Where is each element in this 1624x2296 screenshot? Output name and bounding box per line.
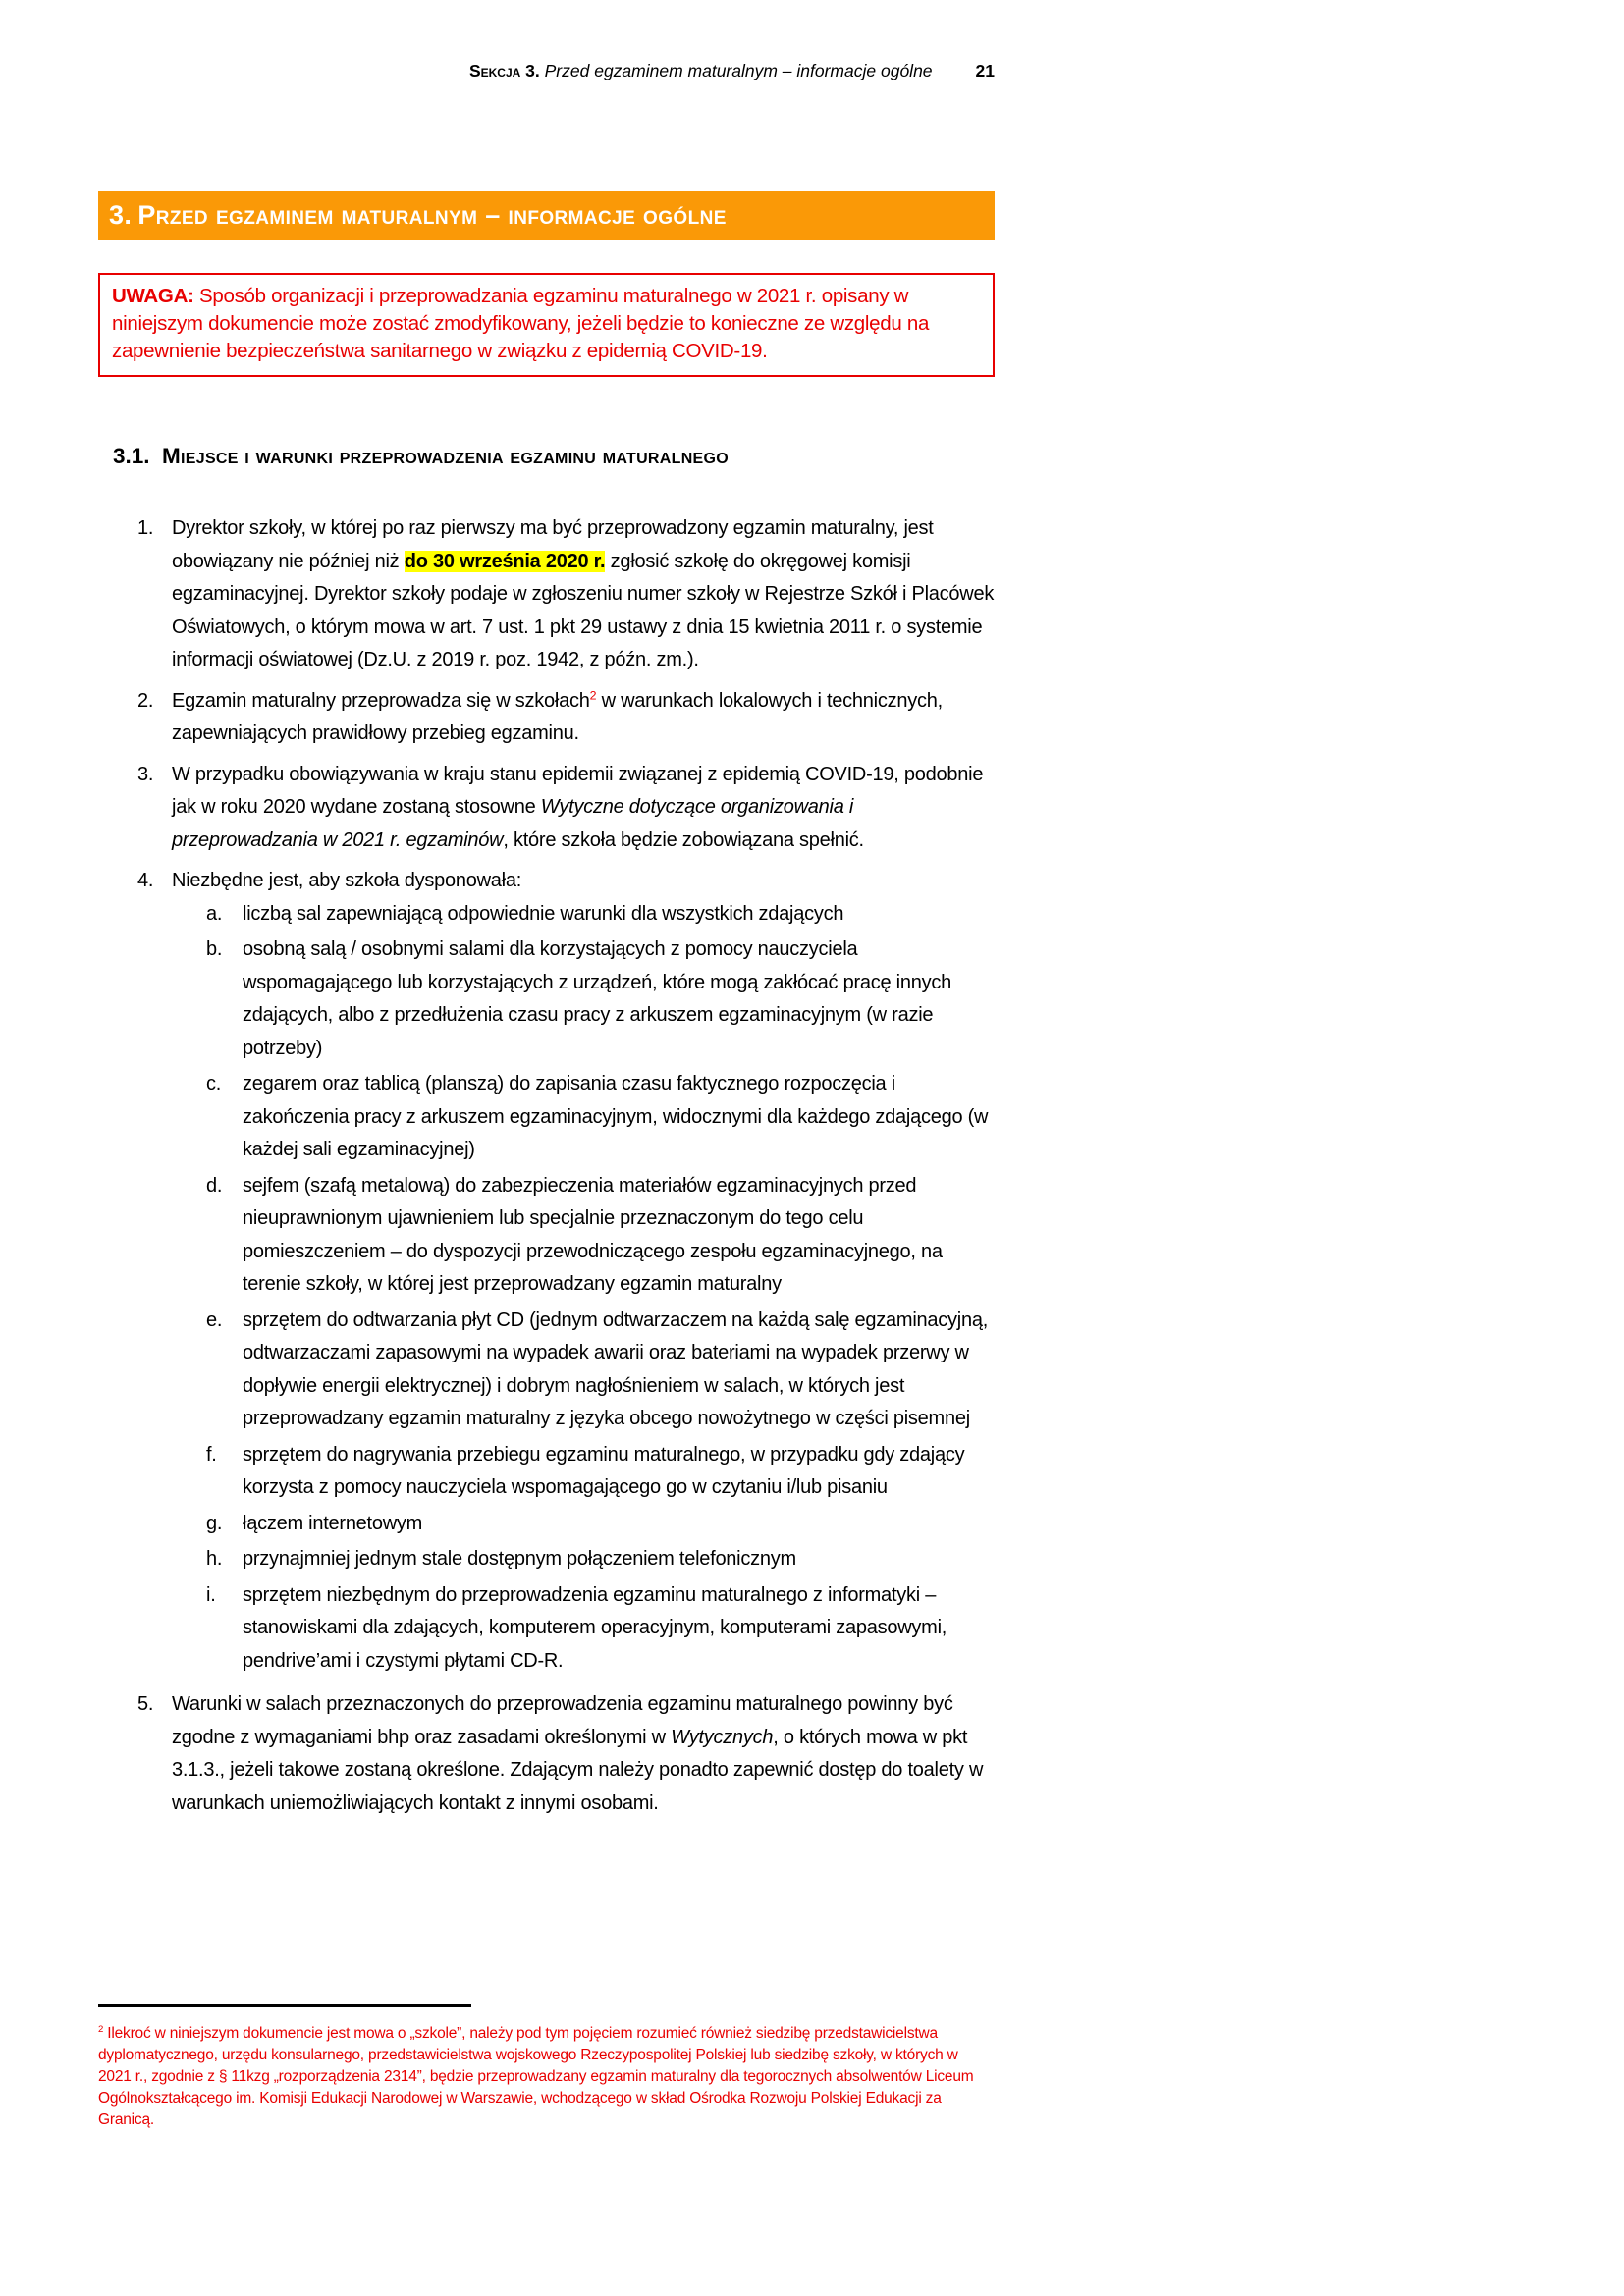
chapter-title: Przed egzaminem maturalnym – informacje ogólne — [137, 200, 727, 230]
list-item-text: Warunki w salach przeznaczonych do przeprowadzenia egzaminu maturalnego powinny być zgodne z wymaganiami bhp oraz zasadami określonymi w Wytycznych, o których mowa w pkt 3.1.3., jeżeli takowe zostaną określone. Zdającym należy ponadto zapewnić dostęp do toalety w warunkach uniemożliwiających kontakt z innymi osobami. — [172, 1693, 984, 1814]
sub-item-text: sprzętem do nagrywania przebiegu egzaminu maturalnego, w przypadku gdy zdający korzysta z pomocy nauczyciela wspomagającego go w czytaniu i/lub pisaniu — [243, 1443, 965, 1498]
chapter-number: 3. — [109, 200, 133, 230]
sub-item-letter: d. — [206, 1174, 223, 1197]
list-item-number: 1. — [137, 517, 154, 539]
list-item-number: 4. — [137, 870, 154, 891]
sub-item-letter: b. — [206, 938, 223, 960]
list-item — [98, 759, 995, 858]
chapter-title-bar — [98, 191, 995, 240]
list-item — [98, 865, 995, 1681]
list-item-number: 3. — [137, 763, 154, 785]
list-item — [98, 512, 995, 677]
sub-item-letter: f. — [206, 1443, 217, 1466]
italic-guidelines-ref: Wytycznych — [671, 1726, 774, 1748]
sub-item-text: liczbą sal zapewniającą odpowiednie warunki dla wszystkich zdających — [243, 902, 844, 925]
header-section-label: Sekcja 3. — [468, 61, 540, 80]
covid-notice-box — [98, 273, 995, 377]
footnote-marker: 2 — [98, 2023, 104, 2035]
list-item — [98, 1688, 995, 1820]
sub-item-text: osobną salą / osobnymi salami dla korzystających z pomocy nauczyciela wspomagającego lub korzystających z urządzeń, które mogą zakłócać pracę innych zdających, albo z przedłużenia czasu pracy z arkuszem egzaminacyjnym (w razie potrzeby) — [243, 938, 951, 1059]
list-item — [98, 685, 995, 751]
sub-item-letter: h. — [206, 1548, 223, 1570]
sub-list-item — [172, 1305, 995, 1436]
list-item-number: 5. — [137, 1693, 154, 1715]
sub-item-text: zegarem oraz tablicą (planszą) do zapisania czasu faktycznego rozpoczęcia i zakończenia pracy z arkuszem egzaminacyjnym, widocznymi dla każdego zdającego (w każdej sali egzaminacyjnej) — [243, 1073, 989, 1160]
section-title: Miejsce i warunki przeprowadzenia egzaminu maturalnego — [162, 444, 730, 468]
main-list — [98, 512, 995, 1820]
sub-list — [172, 898, 995, 1679]
page-content — [98, 0, 995, 1828]
footnote-text: $^2$ Ilekroć w niniejszym dokumencie jest mowa o „szkole”, należy pod tym pojęciem rozumieć również siedzibę przedstawicielstwa dyplomatycznego, urzędu konsularnego, przedstawicielstwa wojskowego Rzeczypospolitej Polskiej lub siedzibę szkoły, w których w 2021 r., zgodnie z § 11kzg „rozporządzenia 2314”, będzie przeprowadzany egzamin maturalny dla tegorocznych absolwentów Liceum Ogólnokształcącego im. Komisji Edukacji Narodowej w Warszawie, wchodzącego w skład Ośrodka Rozwoju Polskiej Edukacji za Granicą. — [98, 2023, 974, 2128]
list-item-number: 2. — [137, 689, 154, 712]
sub-list-item — [172, 1579, 995, 1679]
sub-item-letter: i. — [206, 1583, 216, 1606]
sub-item-text: sejfem (szafą metalową) do zabezpieczenia materiałów egzaminacyjnych przed nieuprawnionym ujawnieniem lub specjalnie przeznaczonym do tego celu pomieszczeniem – do dyspozycji przewodniczącego zespołu egzaminacyjnego, na terenie szkoły, w której jest przeprowadzany egzamin maturalny — [243, 1174, 943, 1295]
sub-item-text: przynajmniej jednym stale dostępnym połączeniem telefonicznym — [243, 1548, 796, 1570]
footnote-separator-rule — [98, 2004, 471, 2007]
footnote — [98, 2004, 995, 2131]
sub-item-letter: e. — [206, 1308, 223, 1331]
list-item-text: W przypadku obowiązywania w kraju stanu epidemii związanej z epidemią COVID-19, podobnie jak w roku 2020 wydane zostaną stosowne Wytyczne dotyczące organizowania i przeprowadzania w 2021 r. egzaminów, które szkoła będzie zobowiązana spełnić. — [172, 763, 984, 851]
list-item-intro: Niezbędne jest, aby szkoła dysponowała: — [172, 870, 522, 891]
list-item-text — [172, 865, 995, 1681]
italic-guidelines-title: Wytyczne dotyczące organizowania i przeprowadzania w 2021 r. egzaminów — [172, 796, 854, 851]
sub-list-item — [172, 1508, 995, 1541]
sub-list-item — [172, 1170, 995, 1302]
header-section-title: Przed egzaminem maturalnym – informacje ogólne — [539, 61, 933, 80]
sub-item-letter: c. — [206, 1073, 222, 1095]
section-number: 3.1. — [113, 444, 150, 468]
list-item-text: Egzamin maturalny przeprowadza się w szkołach$^2$ w warunkach lokalowych i technicznych, zapewniających prawidłowy przebieg egzaminu. — [172, 687, 943, 744]
sub-item-text: łączem internetowym — [243, 1512, 423, 1534]
sub-item-text: sprzętem niezbędnym do przeprowadzenia egzaminu maturalnego z informatyki – stanowiskami dla zdających, komputerem operacyjnym, komputerami zapasowymi, pendrive’ami i czystymi płytami CD-R. — [243, 1583, 947, 1672]
notice-label: UWAGA: — [112, 285, 194, 307]
sub-list-item — [172, 1068, 995, 1167]
sub-list-item — [172, 934, 995, 1065]
footnote-ref: 2 — [589, 687, 597, 702]
sub-list-item — [172, 1543, 995, 1576]
section-heading — [98, 444, 995, 469]
sub-list-item — [172, 1439, 995, 1505]
sub-item-letter: a. — [206, 902, 223, 925]
deadline-highlight: do 30 września 2020 r. — [404, 550, 606, 572]
page-number: 21 — [975, 61, 995, 80]
sub-list-item — [172, 898, 995, 932]
notice-text: Sposób organizacji i przeprowadzania egzaminu maturalnego w 2021 r. opisany w niniejszym dokumencie może zostać zmodyfikowany, jeżeli będzie to konieczne ze względu na zapewnienie bezpieczeństwa sanitarnego w związku z epidemią COVID-19. — [112, 285, 930, 362]
sub-item-letter: g. — [206, 1512, 223, 1534]
page-header — [98, 61, 995, 81]
sub-item-text: sprzętem do odtwarzania płyt CD (jednym odtwarzaczem na każdą salę egzaminacyjną, odtwarzaczami zapasowymi na wypadek awarii oraz bateriami na wypadek przerwy w dopływie energii elektrycznej) i dobrym nagłośnieniem w salach, w których jest przeprowadzany egzamin maturalny z języka obcego nowożytnego w części pisemnej — [243, 1308, 988, 1429]
list-item-text: Dyrektor szkoły, w której po raz pierwszy ma być przeprowadzony egzamin maturalny, jest obowiązany nie później niż do 30 września 2020 r. zgłosić szkołę do okręgowej komisji egzaminacyjnej. Dyrektor szkoły podaje w zgłoszeniu numer szkoły w Rejestrze Szkół i Placówek Oświatowych, o którym mowa w art. 7 ust. 1 pkt 29 ustawy z dnia 15 kwietnia 2011 r. o systemie informacji oświatowej (Dz.U. z 2019 r. poz. 1942, z późn. zm.). — [172, 517, 995, 670]
